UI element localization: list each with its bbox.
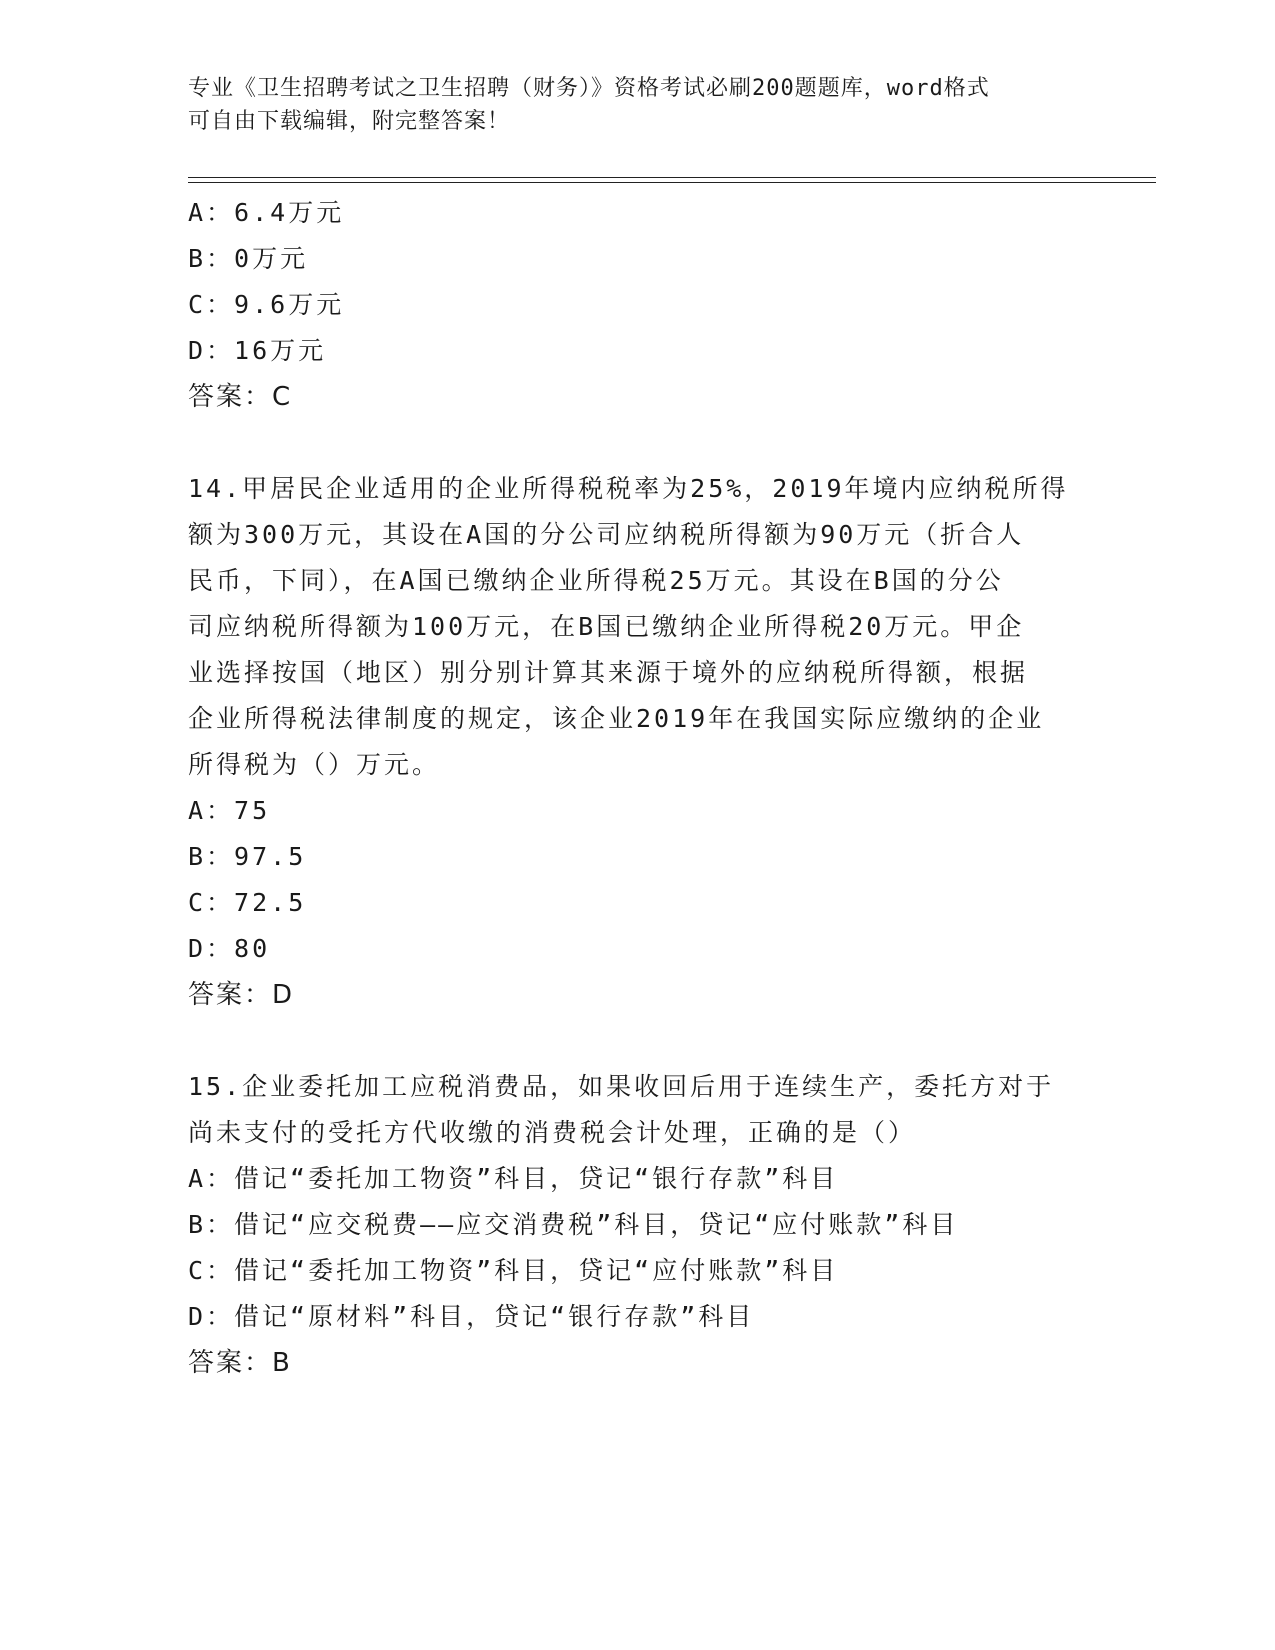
document-header bbox=[188, 72, 1068, 138]
question-stem-line: 民币，下同），在A国已缴纳企业所得税25万元。其设在B国的分公 bbox=[188, 566, 1004, 595]
question-stem-line: 15.企业委托加工应税消费品，如果收回后用于连续生产，委托方对于 bbox=[188, 1072, 1055, 1101]
option-c: C：72.5 bbox=[188, 888, 307, 917]
question-stem-line: 司应纳税所得额为100万元，在B国已缴纳企业所得税20万元。甲企 bbox=[188, 612, 1025, 641]
question-15 bbox=[188, 1064, 1088, 1386]
option-b: B：0万元 bbox=[188, 244, 309, 273]
answer-key: 答案：C bbox=[188, 382, 293, 412]
question-14 bbox=[188, 466, 1088, 1018]
header-title-line-2: 可自由下载编辑，附完整答案！ bbox=[188, 109, 511, 134]
option-b: B：借记“应交税费——应交消费税”科目，贷记“应付账款”科目 bbox=[188, 1210, 959, 1239]
option-d: D：16万元 bbox=[188, 336, 327, 365]
option-a: A：75 bbox=[188, 796, 271, 825]
option-c: C：借记“委托加工物资”科目，贷记“应付账款”科目 bbox=[188, 1256, 839, 1285]
question-stem-line: 业选择按国（地区）别分别计算其来源于境外的应纳税所得额，根据 bbox=[188, 658, 1029, 687]
option-d: D：借记“原材料”科目，贷记“银行存款”科目 bbox=[188, 1302, 755, 1331]
header-divider-top bbox=[188, 177, 1156, 178]
question-stem-line: 所得税为（）万元。 bbox=[188, 750, 441, 779]
option-b: B：97.5 bbox=[188, 842, 307, 871]
option-d: D：80 bbox=[188, 934, 271, 963]
option-a: A：6.4万元 bbox=[188, 198, 345, 227]
spacer bbox=[188, 420, 1088, 466]
document-body bbox=[188, 190, 1088, 1386]
question-13 bbox=[188, 190, 1088, 420]
header-title-line-1: 专业《卫生招聘考试之卫生招聘（财务）》资格考试必刷200题题库，word格式 bbox=[188, 76, 990, 101]
question-stem-line: 尚未支付的受托方代收缴的消费税会计处理，正确的是（） bbox=[188, 1118, 917, 1147]
option-a: A：借记“委托加工物资”科目，贷记“银行存款”科目 bbox=[188, 1164, 839, 1193]
answer-key: 答案：B bbox=[188, 1348, 292, 1378]
option-c: C：9.6万元 bbox=[188, 290, 345, 319]
question-stem-line: 企业所得税法律制度的规定，该企业2019年在我国实际应缴纳的企业 bbox=[188, 704, 1045, 733]
header-divider-bottom bbox=[188, 182, 1156, 183]
answer-key: 答案：D bbox=[188, 980, 295, 1010]
question-stem-line: 额为300万元，其设在A国的分公司应纳税所得额为90万元（折合人 bbox=[188, 520, 1025, 549]
question-stem-line: 14.甲居民企业适用的企业所得税税率为25%，2019年境内应纳税所得 bbox=[188, 474, 1069, 503]
spacer bbox=[188, 1018, 1088, 1064]
